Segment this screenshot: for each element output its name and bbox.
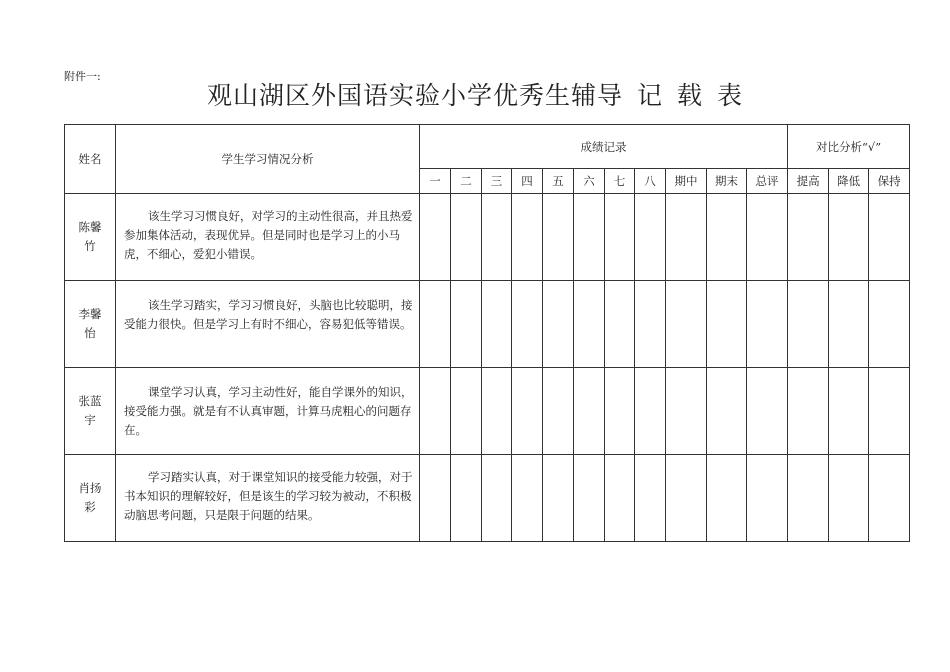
score-cell[interactable] [747, 281, 788, 368]
score-cell[interactable] [420, 368, 451, 455]
score-cell[interactable] [482, 455, 512, 542]
score-cell[interactable] [605, 194, 635, 281]
score-cell[interactable] [451, 368, 482, 455]
compare-col-header: 保持 [869, 169, 910, 194]
score-cell[interactable] [707, 194, 747, 281]
page-title [150, 76, 800, 112]
compare-cell[interactable] [829, 194, 869, 281]
score-cell[interactable] [707, 281, 747, 368]
score-cell[interactable] [605, 368, 635, 455]
score-cell[interactable] [666, 455, 707, 542]
table-row [65, 194, 910, 281]
score-cell[interactable] [512, 194, 543, 281]
student-analysis: 该生学习踏实，学习习惯良好，头脑也比较聪明，接受能力很快。但是学习上有时不细心，容易犯低等错误。 [116, 281, 420, 368]
student-analysis: 课堂学习认真，学习主动性好，能自学课外的知识，接受能力强。就是有不认真审题，计算马虎粗心的问题存在。 [116, 368, 420, 455]
student-name: 李馨怡 [78, 307, 102, 340]
student-name: 肖扬彩 [78, 481, 102, 514]
score-cell[interactable] [666, 281, 707, 368]
table-row [65, 455, 910, 542]
score-col-header: 二 [451, 169, 482, 194]
score-cell[interactable] [482, 368, 512, 455]
score-cell[interactable] [420, 281, 451, 368]
score-cell[interactable] [574, 194, 605, 281]
score-cell[interactable] [747, 368, 788, 455]
score-cell[interactable] [451, 194, 482, 281]
score-cell[interactable] [420, 455, 451, 542]
compare-cell[interactable] [788, 368, 829, 455]
score-cell[interactable] [707, 368, 747, 455]
score-cell[interactable] [512, 368, 543, 455]
score-cell[interactable] [666, 194, 707, 281]
score-cell[interactable] [512, 455, 543, 542]
score-cell[interactable] [635, 281, 666, 368]
compare-cell[interactable] [829, 281, 869, 368]
title-word-1: 记 [636, 81, 663, 110]
score-cell[interactable] [543, 455, 574, 542]
header-name: 姓名 [65, 125, 116, 194]
score-col-header: 总评 [747, 169, 788, 194]
score-col-header: 八 [635, 169, 666, 194]
score-col-header: 期末 [707, 169, 747, 194]
score-cell[interactable] [482, 194, 512, 281]
score-col-header: 五 [543, 169, 574, 194]
compare-cell[interactable] [788, 455, 829, 542]
score-cell[interactable] [605, 281, 635, 368]
title-word-2: 载 [677, 81, 704, 110]
score-cell[interactable] [543, 194, 574, 281]
header-scores: 成绩记录 [420, 125, 788, 169]
score-cell[interactable] [666, 368, 707, 455]
header-analysis: 学生学习情况分析 [116, 125, 420, 194]
score-cell[interactable] [543, 368, 574, 455]
score-cell[interactable] [420, 194, 451, 281]
score-cell[interactable] [605, 455, 635, 542]
compare-col-header: 降低 [829, 169, 869, 194]
score-cell[interactable] [451, 455, 482, 542]
compare-cell[interactable] [788, 194, 829, 281]
score-col-header: 四 [512, 169, 543, 194]
table-row [65, 368, 910, 455]
score-cell[interactable] [747, 194, 788, 281]
score-col-header: 六 [574, 169, 605, 194]
compare-cell[interactable] [788, 281, 829, 368]
title-word-3: 表 [717, 81, 744, 110]
compare-cell[interactable] [869, 281, 910, 368]
score-col-header: 一 [420, 169, 451, 194]
title-main: 观山湖区外国语实验小学优秀生辅导 [206, 81, 623, 110]
score-cell[interactable] [574, 368, 605, 455]
student-analysis: 该生学习习惯良好，对学习的主动性很高，并且热爱参加集体活动，表现优异。但是同时也是学习上的小马虎，不细心，爱犯小错误。 [116, 194, 420, 281]
score-cell[interactable] [747, 455, 788, 542]
header-row-top [65, 125, 910, 169]
score-cell[interactable] [574, 281, 605, 368]
compare-cell[interactable] [869, 368, 910, 455]
score-cell[interactable] [635, 455, 666, 542]
table-row [65, 281, 910, 368]
compare-col-header: 提高 [788, 169, 829, 194]
score-cell[interactable] [707, 455, 747, 542]
score-cell[interactable] [512, 281, 543, 368]
score-cell[interactable] [451, 281, 482, 368]
score-cell[interactable] [482, 281, 512, 368]
compare-cell[interactable] [869, 194, 910, 281]
student-name: 张蓝宇 [78, 394, 102, 427]
score-cell[interactable] [635, 368, 666, 455]
score-cell[interactable] [635, 194, 666, 281]
compare-cell[interactable] [829, 368, 869, 455]
score-col-header: 期中 [666, 169, 707, 194]
student-analysis: 学习踏实认真，对于课堂知识的接受能力较强，对于书本知识的理解较好，但是该生的学习较为被动，不积极动脑思考问题，只是限于问题的结果。 [116, 455, 420, 542]
header-compare: 对比分析“√” [788, 125, 910, 169]
score-col-header: 七 [605, 169, 635, 194]
record-table [64, 124, 910, 542]
compare-cell[interactable] [869, 455, 910, 542]
score-cell[interactable] [543, 281, 574, 368]
score-col-header: 三 [482, 169, 512, 194]
attachment-label: 附件一: [64, 70, 101, 83]
student-name: 陈馨竹 [78, 220, 102, 253]
compare-cell[interactable] [829, 455, 869, 542]
score-cell[interactable] [574, 455, 605, 542]
